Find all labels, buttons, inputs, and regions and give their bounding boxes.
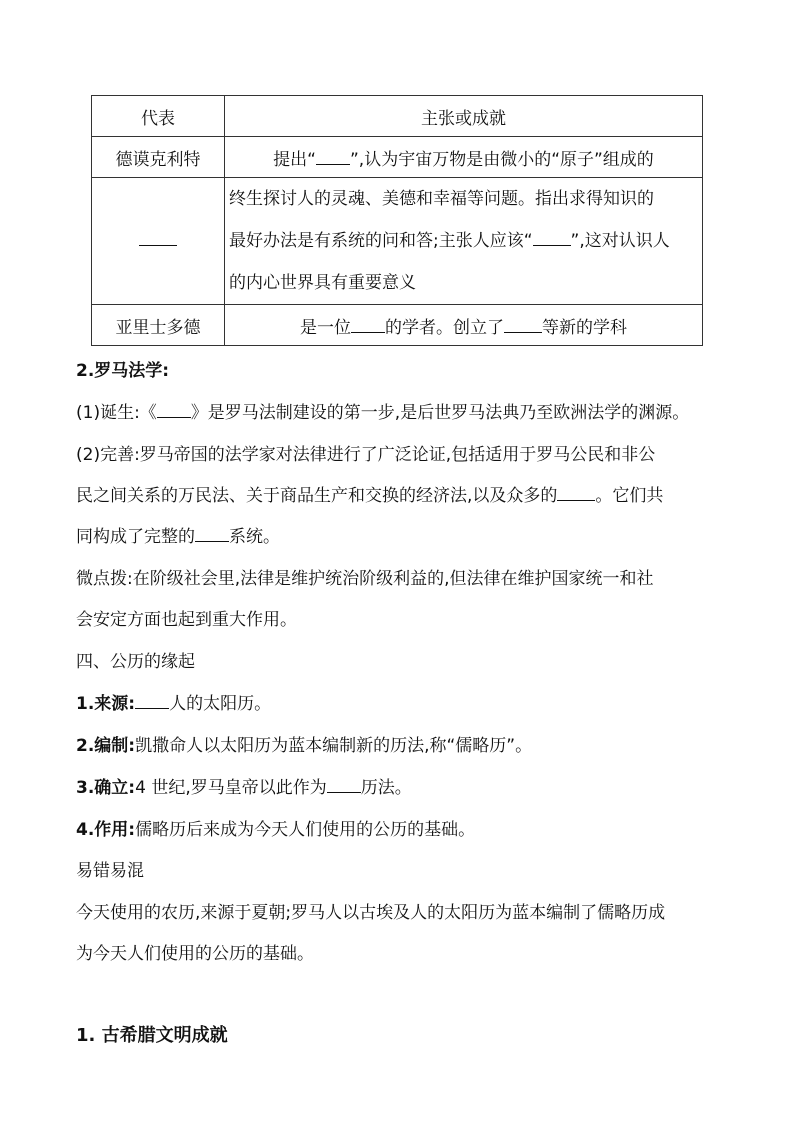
table-row (92, 137, 703, 178)
fill-blank[interactable] (316, 150, 350, 165)
roman-law-item2-line2: 民之间关系的万民法、关于商品生产和交换的经济法,以及众多的 。它们共 (76, 486, 664, 506)
roman-law-heading: 2.罗马法学: (76, 361, 170, 381)
fill-blank[interactable] (139, 231, 177, 246)
calendar-source: 1.来源: 人的太阳历。 (76, 694, 272, 714)
row-achievement: 提出“ ”,认为宇宙万物是由微小的“原子”组成的 (225, 137, 703, 178)
fill-blank[interactable] (195, 527, 229, 542)
confuse-line2: 为今天人们使用的公历的基础。 (76, 944, 314, 964)
calendar-compile: 2.编制:凯撒命人以太阳历为蓝本编制新的历法,称“儒略历”。 (76, 736, 533, 756)
header-achievement: 主张或成就 (225, 96, 703, 137)
table-row (92, 178, 703, 305)
row-achievement: 终生探讨人的灵魂、美德和幸福等问题。指出求得知识的 最好办法是有系统的问和答;主张人应该“ ”,这对认识人 的内心世界具有重要意义 (225, 178, 703, 305)
row-achievement: 是一位 的学者。创立了 等新的学科 (225, 305, 703, 346)
header-representative: 代表 (92, 96, 225, 137)
fill-blank[interactable] (135, 694, 169, 709)
table-header-row (92, 96, 703, 137)
fill-blank[interactable] (157, 403, 191, 418)
roman-law-item2-line1: (2)完善:罗马帝国的法学家对法律进行了广泛论证,包括适用于罗马公民和非公 (76, 445, 656, 465)
row-name-blank (92, 178, 225, 305)
fill-blank[interactable] (557, 486, 595, 501)
roman-law-item2-line3: 同构成了完整的 系统。 (76, 527, 280, 547)
confuse-line1: 今天使用的农历,来源于夏朝;罗马人以古埃及人的太阳历为蓝本编制了儒略历成 (76, 903, 666, 923)
tip-line1: 微点拨:在阶级社会里,法律是维护统治阶级利益的,但法律在维护国家统一和社 (76, 569, 654, 589)
roman-law-item1: (1)诞生:《 》是罗马法制建设的第一步,是后世罗马法典乃至欧洲法学的渊源。 (76, 403, 690, 423)
achievements-table (91, 95, 703, 346)
calendar-role: 4.作用:儒略历后来成为今天人们使用的公历的基础。 (76, 820, 476, 840)
fill-blank[interactable] (351, 318, 385, 333)
section-title: 1. 古希腊文明成就 (76, 1025, 228, 1046)
row-name: 德谟克利特 (92, 137, 225, 178)
confuse-heading: 易错易混 (76, 861, 144, 881)
tip-line2: 会安定方面也起到重大作用。 (76, 610, 297, 630)
fill-blank[interactable] (533, 231, 571, 246)
table-row (92, 305, 703, 346)
row-name: 亚里士多德 (92, 305, 225, 346)
fill-blank[interactable] (504, 318, 542, 333)
calendar-establish: 3.确立:4 世纪,罗马皇帝以此作为 历法。 (76, 778, 412, 798)
fill-blank[interactable] (327, 778, 361, 793)
calendar-heading: 四、公历的缘起 (76, 652, 195, 672)
